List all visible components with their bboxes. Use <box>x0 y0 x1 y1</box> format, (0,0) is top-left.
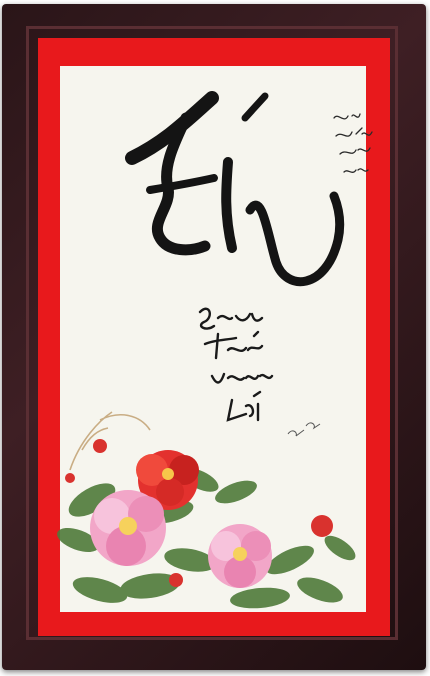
signature-strokes <box>334 114 372 172</box>
main-calligraphy-strokes <box>132 96 340 282</box>
pink-peony-flower-left <box>90 490 166 566</box>
pink-peony-flower-right <box>208 524 272 588</box>
insect-drawing <box>288 423 320 436</box>
branch-drawing <box>70 412 150 470</box>
verse-strokes <box>200 309 272 420</box>
